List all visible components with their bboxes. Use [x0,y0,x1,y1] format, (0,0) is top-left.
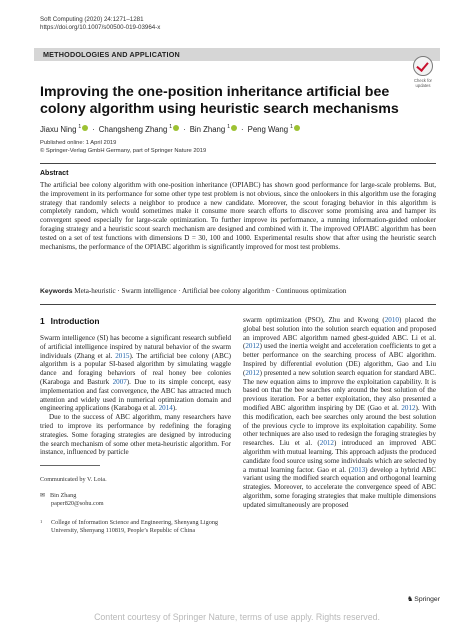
publication-info [40,140,206,156]
citation-link[interactable]: 2010 [384,316,399,324]
left-column [40,334,231,457]
citation-link[interactable]: 2013 [350,465,366,474]
doi-link[interactable]: https://doi.org/10.1007/s00500-019-03964-x [40,24,161,31]
paragraph-text: ) presented a new solution search equation for standard ABC. The new equation aims to improve the exploitation capability. It is based on that the bee searches only around the best solution of the previous iteration. For a better exploitation, they also presented a modified ABC algorithm inspiring by DE (Gao et al. [243,368,436,412]
publisher-logo [407,595,440,603]
check-updates-text: Check for updates [414,78,432,88]
paragraph [40,334,231,413]
corresponding-author [40,492,104,508]
check-updates-icon [413,56,433,76]
citation-link[interactable]: 2012 [401,403,416,412]
keywords-list: Meta-heuristic · Swarm intelligence · Artificial bee colony algorithm · Continuous optimization [74,287,347,295]
abstract-heading: Abstract [40,170,69,177]
paper-title: Improving the one-position inheritance artificial bee colony algorithm using heuristic search mechanisms [40,84,399,117]
envelope-icon: ✉ [40,492,46,499]
author-affiliation-mark: 1 [290,124,293,130]
paragraph-text: ) develop a hybrid ABC variant using the modified search equation and orthogonal learning strategies. Moreover, to accelerate the convergence speed of ABC algorithm, some foraging strategies that make multiple dimensions updated simultaneously are proposed [243,465,437,509]
author-affiliation-mark: 1 [78,124,82,130]
keywords [40,287,436,297]
citation-link[interactable]: 2015 [115,351,130,360]
abstract-bottom-rule [40,304,436,305]
orcid-icon[interactable] [82,125,88,131]
journal-citation: Soft Computing (2020) 24:1271–1281 [40,16,144,23]
author-separator: · [183,124,186,134]
author-list [40,124,440,134]
section-number: 1 [40,316,45,326]
author-affiliation-mark: 1 [169,124,173,130]
citation-link[interactable]: 2014 [158,404,173,413]
abstract-top-rule [40,163,436,164]
author-name: Bin Zhang [189,124,226,134]
affiliation-text: College of Information Science and Engineering, Shenyang Ligong University, Shenyang 110819, People’s Republic of China [51,519,219,534]
affiliation-mark: 1 [40,519,43,524]
section-category-bar [34,48,440,61]
paragraph-text: ). With this modification, each bee searches only around the best solution of the previous cycle to improve its exploitation capability. Some other techniques are also used to redesign the foraging strategies by researches. Liu et al. ( [243,403,436,448]
paragraph [243,316,436,510]
keywords-label: Keywords [40,288,73,295]
paragraph: Due to the success of ABC algorithm, many researchers have tried to improve its performance by redefining the foraging strategies. Some foraging strategies are designed by introducing the search mechanism of some other meta-heuristic algorithm. For instance, influenced by particle [40,413,231,457]
author-affiliation-mark: 1 [227,124,231,130]
paragraph-text: ). The artificial bee colony (ABC) algorithm is a popular SI-based algorithm by simulating waggle dance and foraging behaviors of real honey bee colonies (Karaboga and Basturk [40,351,231,386]
communicated-by: Communicated by V. Loia. [40,476,107,483]
publisher-name: Springer [414,596,440,603]
corresponding-email[interactable]: paper820@sohu.com [51,500,104,507]
section-title: Introduction [50,316,100,326]
corresponding-name: Bin Zhang [50,492,77,499]
right-column [243,316,436,510]
author-separator: · [241,124,244,134]
citation-link[interactable]: 2007 [112,377,127,386]
author-name: Peng Wang [247,124,289,134]
citation-link[interactable]: 2012 [245,342,260,351]
journal-header [40,16,160,32]
citation-link[interactable]: 2012 [245,368,260,377]
abstract-text: The artificial bee colony algorithm with one-position inheritance (OPIABC) has shown good performance for large-scale problems. But, the improvement in its performance for some other type test problem is not obvious, since the onlookers in this algorithm use the foraging strategy that randomly selects a neighbor to produce a new candidate. Moreover, the scout foraging behavior in this algorithm is completely random, which would sometimes make it consume more search efforts to discover some promising area and hamper its convergent speed especially for large-scale optimization. To further improve its performance, a running information-guided onlooker foraging strategy and a heuristic scout search mechanism are designed and combined with it. The improved OPIABC algorithm has been tested on a set of test functions with dimensions D = 30, 100 and 1000. Experimental results show that after using the heuristic search mechanisms, the performance of the OPIABC algorithm is significantly improved for most test problems. [40,181,436,251]
author-name: Jiaxu Ning [40,124,77,134]
paragraph-text: ) used the inertia weight and acceleration coefficients to get a better performance on the searching process of ABC algorithm. Inspired by differential evolution (DE) algorithm, Gao and Liu ( [243,342,436,377]
section-category-label: METHODOLOGIES AND APPLICATION [43,50,180,59]
orcid-icon[interactable] [173,125,179,131]
paragraph-text: ) placed the global best solution into the solution search equation and proposed an improved ABC algorithm named gbest-guided ABC. Li et al. ( [243,316,436,351]
paragraph-text: Swarm intelligence (SI) has become a significant research subfield of artificial intelligence inspired by natural behavior of the swarm individuals (Zhang et al. [40,334,231,360]
orcid-icon[interactable] [231,125,237,131]
author-name: Changsheng Zhang [98,124,168,134]
orcid-icon[interactable] [294,125,300,131]
paragraph-text: swarm optimization (PSO), Zhu and Kwong ( [243,316,385,324]
footnote-rule [40,465,100,466]
author-separator: · [92,124,95,134]
springer-horse-icon: ♞ [407,596,414,603]
published-online: Published online: 1 April 2019 [40,140,117,146]
affiliation [40,519,230,535]
paragraph-text: ) introduced an improved ABC algorithm with mutual learning. This approach adjusts the produced candidate food source using some individuals which are selected by a mutual learning factor. Gao et al. ( [243,439,436,474]
copyright-notice: © Springer-Verlag GmbH Germany, part of Springer Nature 2019 [40,147,207,154]
paragraph-text: ). Due to its simple concept, easy implementation and fast convergence, the ABC has attracted much attention and widely used in numerical optimization domain and engineering applications (Karaboga et al. [40,377,231,413]
paragraph-text: ). [172,404,177,413]
content-courtesy-footer: Content courtesy of Springer Nature, terms of use apply. Rights reserved. [94,612,380,622]
citation-link[interactable]: 2012 [319,439,334,448]
section-heading [40,316,100,326]
